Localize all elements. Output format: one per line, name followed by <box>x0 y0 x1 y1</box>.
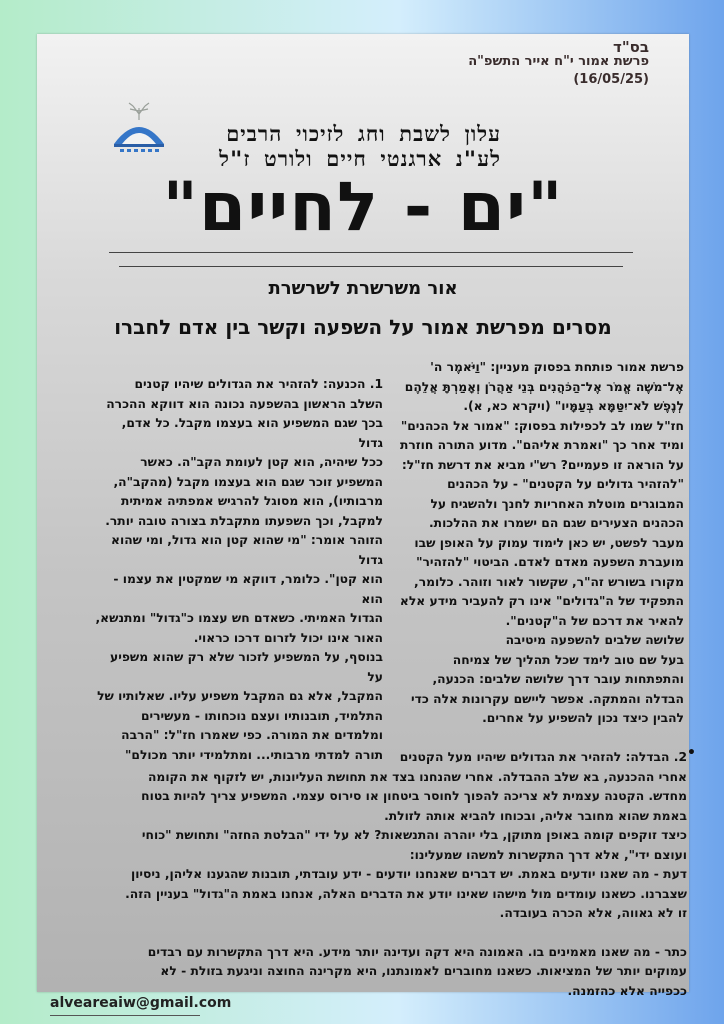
paragraph-line: הזוהר אומר: "מי שהוא קטן הוא גדול, ומי שהוא גדול <box>111 533 383 567</box>
parasha-header: פרשת אמור י"ח אייר התשפ"ה <box>468 54 649 69</box>
title-line-1: עלון לשבת וחג לזיכוי הרבים <box>226 122 501 146</box>
email-underline <box>50 1015 200 1016</box>
paragraph-line: השלב הראשון בהשפעה נכונה הוא דווקא ההכרה <box>106 396 383 411</box>
paragraph-line: המשפיע זוכר שגם הוא בעצמו מקבל (מהקב"ה, <box>113 474 383 489</box>
paragraph-line: הבדלה והמתקה. אפשר ליישם עקרונות אלה כדי <box>411 691 684 706</box>
paragraph-line: ומיד אחר כך "ואמרת אליהם". מדוע התורה חוזרת <box>399 438 684 452</box>
subtitle-1: אור משרשרת לשרשרת <box>268 278 458 299</box>
paragraph-line: המבוגרים מוטלת האחריות לחנך ולהשגיח על <box>430 496 684 511</box>
paragraph-line: ככל שיהיה, הוא קטן לעומת הקב"ה. כאשר <box>140 455 383 469</box>
paragraph-gap <box>97 924 687 943</box>
main-title: "ים - לחיים" <box>162 168 564 247</box>
paragraph-line: פרשת אמור פותחת בפסוק מעניין: "וַיֹּאמֶר ה' <box>430 360 684 374</box>
section-heading: 2. הבדלה: להזהיר את הגדולים שיהיו מעל הקטנים <box>399 750 687 764</box>
paragraph-line: דעת - מה שאנו יודעים באמת. יש דברים שאנחנו יודעים - ידע עובדתי, תובנות שהגענו אליהן, ניסיון <box>130 867 687 881</box>
paragraph-line: שלושה שלבים להשפעה מיטיבה <box>505 633 684 647</box>
paragraph-line: שצברנו. כשאנו עומדים מול מישהו שאינו יודע את הדברים האלה, אנחנו באמת ה"גדול" בעניין הזה. <box>125 886 687 901</box>
paragraph-line: בכך שגם המשפיע הוא בעצמו מקבל. כל אדם, גדול <box>121 416 383 450</box>
paragraph-line: מעבר לפשט, יש כאן לימוד עמוק על האופן שבו <box>414 535 684 550</box>
subtitle-2: מסרים מפרשת אמור על השפעה וקשר בין אדם לחברו <box>114 315 612 339</box>
paragraph-line: ומלמדים את המורה. כפי שאמרו חז"ל: "הרבה <box>121 728 383 742</box>
bullet-icon: • <box>687 745 696 761</box>
paragraph-line: ככפייה אלא כהזמנה. <box>567 983 687 998</box>
paragraph-line: להאיר את דרכם של ה"קטנים". <box>505 613 684 628</box>
paragraph-line: אֶל־מֹשֶׁה אֱמֹר אֶל־הַכֹּהֲנִים בְּנֵי אַהֲרֹן וְאָמַרְתָּ אֲלֵהֶם <box>404 379 684 394</box>
paragraph-line: ועוצם ידי", אלא דרך התקשרות למשהו שמעלינו: <box>409 847 687 862</box>
paragraph-line: זו לא גאווה, אלא הכרה בעובדה. <box>499 906 687 920</box>
paragraph-line: מחדש. הקטנה עצמית לא צריכה להפוך לחוסר ביטחון או סירוס עצמי. המשפיע צריך להיות בטוח <box>141 789 687 803</box>
paragraph-line: "להזהיר גדולים על הקטנים" - על הכהנים <box>447 477 684 491</box>
page-sheet <box>37 34 696 998</box>
paragraph-line: אחרי ההכנעה, בא שלב ההבדלה. אחרי שהנחנו בצד את תחושת העליונות, יש לזקוף את הקומה <box>147 769 687 784</box>
date-header: (16/05/25) <box>573 72 649 87</box>
paragraph-line: תורה למדתי מרבותי... ומתלמידי יותר מכולם" <box>125 747 383 762</box>
paragraph-line: עמוקים יותר של המציאות. כשאנו מחוברים לאמונתנו, היא מקרינה החוצה וניגעת בזולת - לא <box>160 964 687 978</box>
paragraph-line: התפקיד של ה"גדולים" אינו רק להעביר מידע אלא <box>399 594 684 608</box>
section-heading: 1. הכנעה: להזהיר את הגדולים שיהיו קטנים <box>134 377 383 391</box>
paragraph-line: מועברת השפעה מאדם לאדם. הביטוי "להזהיר" <box>416 555 684 569</box>
bsd-header: בס"ד <box>613 38 649 56</box>
paragraph-line: הגדול האמיתי. כשאדם חש עצמו כ"גדול" ומתנשא, <box>95 611 383 625</box>
paragraph-line: המקבל, אלא גם המקבל משפיע עליו. שאלותיו של <box>97 689 383 703</box>
paragraph-line: כיצד זוקפים קומה באופן מתוקן, בלי יוהרה והתנשאות? לא על ידי "הבלטת החזה" ותחושת "כוחי <box>141 828 687 842</box>
paragraph-line: באמת שהוא מחובר אליה, ובכוחו להביא אותה לזולת. <box>384 808 687 823</box>
right-column <box>386 358 684 729</box>
email-link[interactable]: alveareaiw@gmail.com <box>50 995 232 1011</box>
paragraph-line: למקבל, וכך השפעתו מתקבלת בצורה טובה יותר. <box>105 513 383 528</box>
paragraph-line: כתר - מה שאנו מאמינים בו. האמונה היא דקה ועדינה יותר מידע. היא דרך התקשרות עם רבדים <box>147 944 687 959</box>
divider-top <box>109 252 633 253</box>
paragraph-line: והתפתחות עובר דרך שלושה שלבים: הכנעה, <box>432 672 684 686</box>
paragraph-line: חז"ל שמו לב לכפילות בפסוק: "אמור אל הכהנים" <box>400 418 684 433</box>
left-column <box>94 375 383 765</box>
paragraph-line: לְנֶפֶשׁ לֹא־יִטַּמָּא בְּעַמָּיו" (ויקרא כא, א). <box>463 399 684 413</box>
title-line-2: לע"נ ארגנטי חיים ולורט ז"ל <box>219 147 501 171</box>
paragraph-line: התלמיד, תובנותיו ועצם נוכחותו - מעשירים <box>140 708 383 723</box>
paragraph-line: להבין כיצד נכון להשפיע על אחרים. <box>482 711 684 725</box>
paragraph-line: האור אינו יכול לזרום דרכו כראוי. <box>193 630 383 645</box>
paragraph-line: הכהנים הצעירים שגם הם ישמרו את ההלכות. <box>429 516 684 530</box>
paragraph-line: מרבותיו), הוא מסוגל להרגיש אמפתיה אמיתית <box>120 494 383 508</box>
divider-bottom <box>119 266 623 267</box>
logo-icon <box>108 100 170 158</box>
bottom-section <box>97 745 696 1001</box>
paragraph-line: בנוסף, על המשפיע לזכור שלא רק שהוא משפיע על <box>110 650 383 684</box>
paragraph-line: מקורו בשורש זה"ר, שקשור לאור וזוהר. כלומר, <box>414 574 684 589</box>
paragraph-line: הוא קטן". כלומר, דווקא מי שמקטין את עצמו - הוא <box>113 572 383 606</box>
paragraph-line: על הוראה זו פעמיים? רש"י מביא את דרשת חז"ל: <box>401 457 684 472</box>
paragraph-line: בעל שם טוב לימד שכל תהליך של צמיחה <box>452 652 684 667</box>
